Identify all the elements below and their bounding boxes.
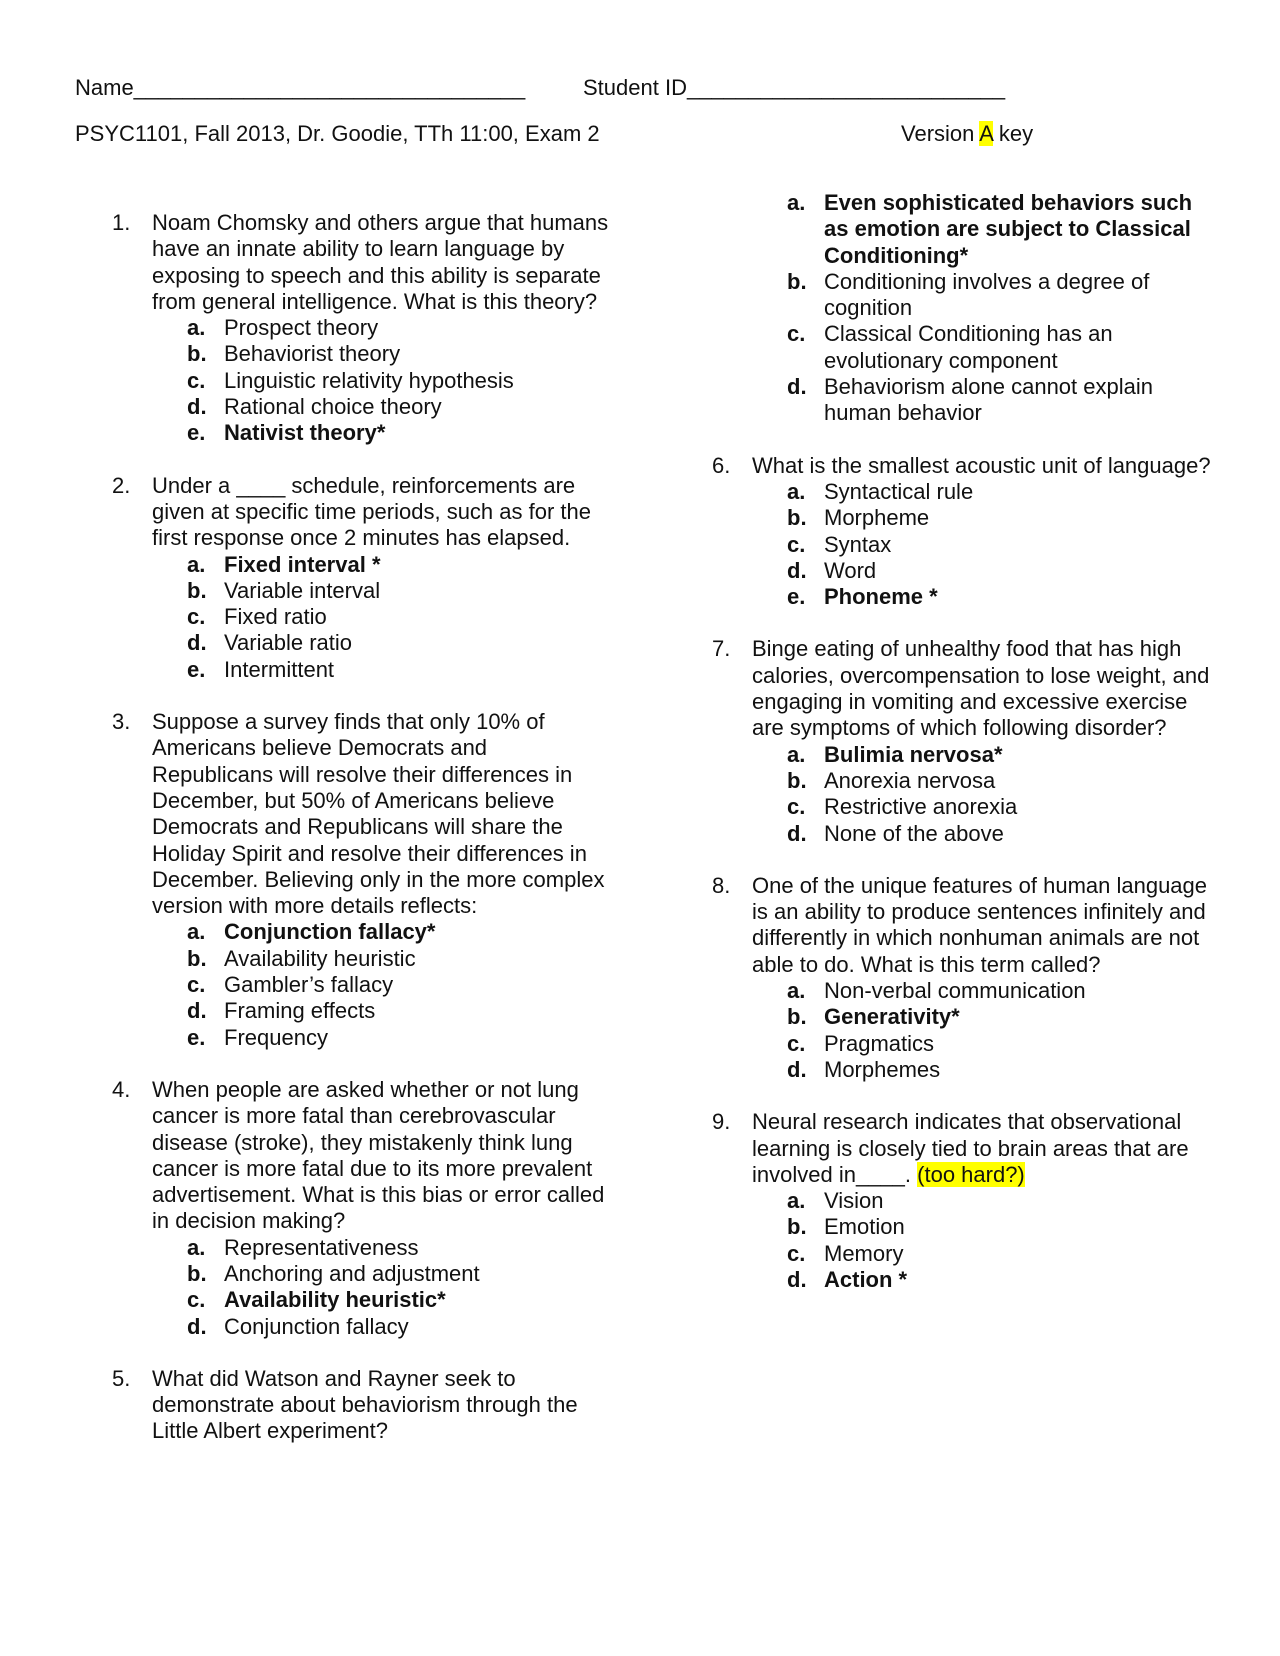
question-number: 9. — [712, 1109, 731, 1135]
option-letter: a. — [787, 978, 806, 1004]
version-label — [901, 121, 1033, 147]
question-number: 8. — [712, 872, 731, 898]
option-letter: c. — [787, 531, 806, 557]
option-correct — [187, 1287, 612, 1313]
option — [187, 657, 612, 683]
question-text-wrap — [752, 1109, 1212, 1188]
option-correct — [187, 420, 612, 446]
option-text: Availability heuristic* — [224, 1287, 446, 1313]
option-letter: e. — [187, 1024, 206, 1050]
question-text: Under a ____ schedule, reinforcements are given at specific time periods, such as for the first response once 2 minutes has elapsed. — [152, 472, 591, 551]
option-text: Action * — [824, 1266, 908, 1292]
reviewer-note: (too hard?) — [917, 1161, 1025, 1187]
option-correct — [787, 742, 1212, 768]
option-letter: c. — [787, 794, 806, 820]
question-text: Neural research indicates that observational learning is closely tied to brain areas that are involved in____. — [752, 1109, 1189, 1187]
version-suffix: key — [992, 121, 1034, 146]
option-letter: c. — [787, 1240, 806, 1266]
option-letter: c. — [187, 1287, 206, 1313]
question-text: What did Watson and Rayner seek to demonstrate about behaviorism through the Little Albert experiment? — [152, 1365, 578, 1444]
question-number: 5. — [112, 1365, 131, 1391]
question-5-options — [787, 190, 1212, 427]
option-text: Conjunction fallacy* — [224, 919, 436, 945]
option-letter: a. — [187, 1234, 206, 1260]
option-text: Syntactical rule — [824, 478, 974, 504]
option-text: Vision — [824, 1188, 884, 1214]
option-text: Morpheme — [824, 505, 930, 531]
question-text: Noam Chomsky and others argue that humans have an innate ability to learn language by exposing to speech and this ability is separate from general intelligence. What is this theory? — [152, 210, 609, 314]
option-letter: b. — [787, 268, 807, 294]
option — [187, 1314, 612, 1340]
question-text: One of the unique features of human language is an ability to produce sentences infinitely and differently in which nonhuman animals are not able to do. What is this term called? — [752, 872, 1208, 977]
option-letter: a. — [187, 919, 206, 945]
option-text: Generativity* — [824, 1004, 960, 1030]
option-letter: b. — [787, 1214, 807, 1240]
question-6 — [712, 453, 1212, 611]
option-text: Bulimia nervosa* — [824, 741, 1003, 767]
option-text: None of the above — [824, 820, 1004, 846]
option-letter: d. — [187, 630, 207, 656]
option-list — [152, 919, 612, 1050]
question-4 — [112, 1077, 612, 1340]
option — [787, 532, 1212, 558]
question-number: 3. — [112, 709, 131, 735]
option — [187, 604, 612, 630]
option-letter: d. — [187, 394, 207, 420]
left-column — [112, 210, 612, 1471]
option-text: Behaviorist theory — [224, 341, 401, 367]
option-text: Conjunction fallacy — [224, 1313, 409, 1339]
option-text: Anchoring and adjustment — [224, 1260, 480, 1286]
option-list — [752, 978, 1212, 1083]
question-text: What is the smallest acoustic unit of language? — [752, 452, 1211, 478]
option-letter: c. — [187, 604, 206, 630]
option — [187, 315, 612, 341]
option — [787, 1031, 1212, 1057]
question-8 — [712, 873, 1212, 1083]
option-correct — [787, 584, 1212, 610]
option-letter: d. — [187, 1313, 207, 1339]
question-number: 4. — [112, 1076, 131, 1102]
option-letter: a. — [787, 1188, 806, 1214]
option-list — [752, 1188, 1212, 1293]
option-list — [152, 1235, 612, 1340]
option-text: Intermittent — [224, 656, 335, 682]
option-letter: d. — [787, 1266, 807, 1292]
option-text: Morphemes — [824, 1056, 941, 1082]
question-7 — [712, 636, 1212, 846]
option — [787, 374, 1212, 427]
version-letter: A — [979, 121, 993, 146]
option-text: Classical Conditioning has an evolutionary component — [824, 321, 1113, 373]
question-2 — [112, 473, 612, 683]
option-letter: b. — [787, 505, 807, 531]
option-text: Linguistic relativity hypothesis — [224, 367, 514, 393]
option-letter: b. — [787, 767, 807, 793]
option-text: Restrictive anorexia — [824, 794, 1018, 820]
option — [787, 505, 1212, 531]
option — [787, 821, 1212, 847]
option-correct — [787, 1267, 1212, 1293]
option — [787, 269, 1212, 322]
option-text: Non-verbal communication — [824, 978, 1086, 1004]
option-letter: b. — [187, 945, 207, 971]
question-number: 6. — [712, 452, 731, 478]
option — [187, 1235, 612, 1261]
option — [187, 972, 612, 998]
option-correct — [787, 1004, 1212, 1030]
right-column — [712, 190, 1212, 1319]
option — [787, 1188, 1212, 1214]
option — [787, 558, 1212, 584]
option — [787, 1057, 1212, 1083]
option-letter: d. — [787, 820, 807, 846]
option-letter: c. — [787, 1030, 806, 1056]
question-number: 1. — [112, 210, 131, 235]
option-text: Prospect theory — [224, 315, 379, 341]
option-text: Anorexia nervosa — [824, 767, 996, 793]
option — [787, 321, 1212, 374]
option-list — [152, 552, 612, 683]
option-list — [752, 742, 1212, 847]
option — [187, 394, 612, 420]
option-letter: c. — [187, 367, 206, 393]
option-list — [152, 315, 612, 446]
question-9 — [712, 1109, 1212, 1293]
option-text: Variable ratio — [224, 630, 352, 656]
option-text: Even sophisticated behaviors such as emotion are subject to Classical Conditioning* — [824, 190, 1193, 268]
name-field: Name________________________________ — [75, 75, 526, 100]
option-letter: a. — [787, 478, 806, 504]
option-text: Conditioning involves a degree of cognition — [824, 268, 1150, 321]
option-letter: e. — [787, 584, 806, 610]
option-letter: a. — [787, 190, 806, 215]
option-letter: b. — [187, 1260, 207, 1286]
question-number: 2. — [112, 472, 131, 498]
option-correct — [787, 190, 1212, 269]
question-1 — [112, 210, 612, 447]
option-text: Rational choice theory — [224, 394, 442, 420]
option-list — [752, 479, 1212, 610]
option — [787, 1241, 1212, 1267]
option-letter: a. — [187, 315, 206, 341]
option-letter: e. — [187, 656, 206, 682]
option-text: Pragmatics — [824, 1030, 935, 1056]
version-prefix: Version — [901, 121, 980, 146]
option-text: Fixed ratio — [224, 604, 327, 630]
course-line: PSYC1101, Fall 2013, Dr. Goodie, TTh 11:00, Exam 2 — [75, 121, 600, 146]
option-letter: e. — [187, 420, 206, 446]
option-letter: d. — [787, 557, 807, 583]
option — [187, 1025, 612, 1051]
option-letter: a. — [187, 551, 206, 577]
option — [787, 978, 1212, 1004]
option — [187, 368, 612, 394]
option-letter: b. — [187, 577, 207, 603]
question-text: When people are asked whether or not lung cancer is more fatal than cerebrovascular disease (stroke), they mistakenly think lung cancer is more fatal due to its more prevalent advertisement. What is this bias or error called in decision making? — [152, 1076, 605, 1234]
option-text: Availability heuristic — [224, 945, 416, 971]
option — [787, 768, 1212, 794]
option — [187, 578, 612, 604]
option-text: Framing effects — [224, 998, 376, 1024]
option — [187, 946, 612, 972]
option-text: Frequency — [224, 1024, 328, 1050]
option-text: Behaviorism alone cannot explain human behavior — [824, 374, 1153, 426]
option-text: Memory — [824, 1240, 904, 1266]
option-text: Nativist theory* — [224, 420, 386, 446]
option-correct — [187, 552, 612, 578]
option-letter: d. — [787, 374, 807, 400]
option-letter: b. — [187, 341, 207, 367]
option-text: Gambler’s fallacy — [224, 972, 394, 998]
option-letter: d. — [787, 1056, 807, 1082]
question-text: Suppose a survey finds that only 10% of Americans believe Democrats and Republicans will resolve their differences in December, but 50% of Americans believe Democrats and Republicans will share the Holiday Spirit and resolve their differences in December. Believing only in the more complex version with more details reflects: — [152, 709, 605, 919]
student-id-field: Student ID__________________________ — [583, 75, 1006, 100]
option — [787, 794, 1212, 820]
option-letter: d. — [187, 998, 207, 1024]
option — [187, 998, 612, 1024]
option-text: Syntax — [824, 531, 892, 557]
option-letter: c. — [187, 972, 206, 998]
question-3 — [112, 709, 612, 1051]
question-text: Binge eating of unhealthy food that has high calories, overcompensation to lose weight, and engaging in vomiting and excessive exercise are symptoms of which following disorder? — [752, 636, 1210, 741]
option-text: Phoneme * — [824, 584, 938, 610]
option-text: Variable interval — [224, 577, 381, 603]
option — [787, 479, 1212, 505]
question-number: 7. — [712, 636, 731, 662]
option — [787, 1214, 1212, 1240]
option-text: Representativeness — [224, 1234, 419, 1260]
option-letter: b. — [787, 1004, 807, 1030]
option-text: Emotion — [824, 1214, 905, 1240]
option — [187, 1261, 612, 1287]
question-5 — [112, 1366, 612, 1445]
option-letter: a. — [787, 741, 806, 767]
option — [187, 630, 612, 656]
option — [187, 341, 612, 367]
option-text: Word — [824, 557, 877, 583]
option-text: Fixed interval * — [224, 551, 381, 577]
option-correct — [187, 919, 612, 945]
option-letter: c. — [787, 321, 806, 347]
